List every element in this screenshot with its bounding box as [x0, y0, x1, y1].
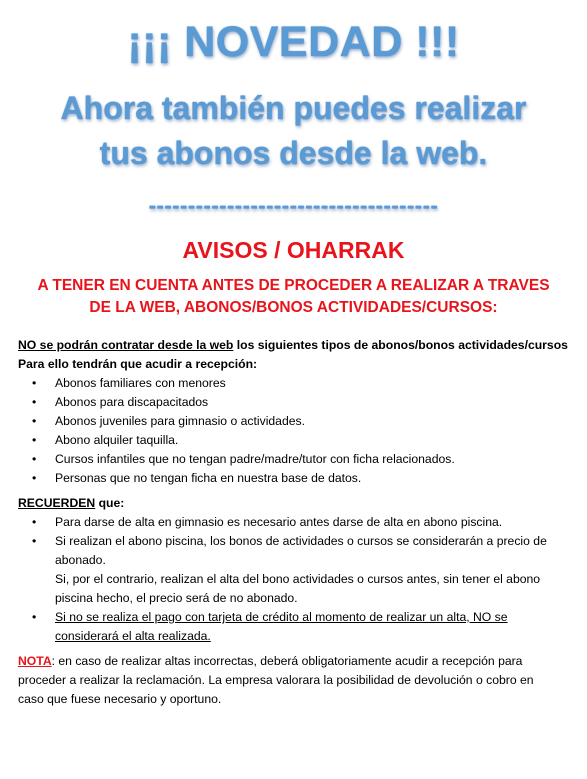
- note-line-3: caso que fuese necesario y oportuno.: [18, 692, 222, 706]
- list-item: • Abono alquiler taquilla.: [18, 431, 573, 450]
- bullet-icon: •: [32, 534, 37, 548]
- bullet-icon: •: [32, 471, 37, 485]
- bullet-icon: •: [32, 452, 37, 466]
- separator-line: -------------------------------------: [148, 193, 439, 218]
- list-item: • Personas que no tengan ficha en nuestra base de datos.: [18, 469, 573, 488]
- list-item: • Abonos para discapacitados: [18, 393, 573, 412]
- list-item: • Para darse de alta en gimnasio es necesario antes darse de alta en abono piscina.: [18, 513, 573, 532]
- restrictions-lead: [18, 336, 573, 355]
- bullet-icon: •: [32, 433, 37, 447]
- bullet-icon: •: [32, 515, 37, 529]
- reminders-title: [18, 494, 573, 513]
- restrictions-lead-underlined: NO se podrán contratar desde la web: [18, 338, 234, 352]
- list-item: • Abonos familiares con menores: [18, 374, 573, 393]
- list-item: • Abonos juveniles para gimnasio o actividades.: [18, 412, 573, 431]
- reminders-title-underlined: RECUERDEN: [18, 496, 96, 510]
- headline-title: ¡¡¡ NOVEDAD !!!: [127, 18, 460, 66]
- list-item: • Si no se realiza el pago con tarjeta de crédito al momento de realizar un alta, NO se considerará el alta realizada.: [32, 610, 508, 643]
- list-item: • Cursos infantiles que no tengan padre/madre/tutor con ficha relacionados.: [18, 450, 573, 469]
- note-label: NOTA: [18, 654, 52, 668]
- bullet-icon: •: [32, 414, 37, 428]
- warning-line-1: A TENER EN CUENTA ANTES DE PROCEDER A REALIZAR A TRAVES: [37, 277, 550, 294]
- headline-line-2: tus abonos desde la web.: [99, 135, 488, 171]
- note-line-1: : en caso de realizar altas incorrectas, deberá obligatoriamente acudir a recepción para: [51, 654, 523, 668]
- reminders-list: [18, 513, 573, 646]
- note-section: [18, 652, 573, 709]
- notices-title: AVISOS / OHARRAK: [182, 237, 405, 263]
- reminders-title-rest: que:: [95, 496, 125, 510]
- restrictions-lead-rest: los siguientes tipos de abonos/bonos actividades/cursos: [233, 338, 568, 352]
- headline-line-1: Ahora también puedes realizar: [60, 90, 527, 126]
- note-line-2: proceder a realizar la reclamación. La empresa valorara la posibilidad de devolución o cobro en: [18, 673, 534, 687]
- bullet-icon: •: [32, 610, 37, 624]
- list-item: • Si realizan el abono piscina, los bonos de actividades o cursos se considerarán a precio de abonado. Si, por el contrario, realizan el alta del bono actividades o cursos antes, sin tener el abono piscina hecho, el precio será de no abonado.: [32, 534, 547, 605]
- bullet-icon: •: [32, 376, 37, 390]
- restrictions-sub: Para ello tendrán que acudir a recepción:: [18, 357, 258, 371]
- restrictions-section: [18, 336, 573, 488]
- warning-line-2: DE LA WEB, ABONOS/BONOS ACTIVIDADES/CURSOS:: [89, 299, 498, 316]
- bullet-icon: •: [32, 395, 37, 409]
- reminders-section: [18, 494, 573, 646]
- restrictions-list: [18, 374, 573, 488]
